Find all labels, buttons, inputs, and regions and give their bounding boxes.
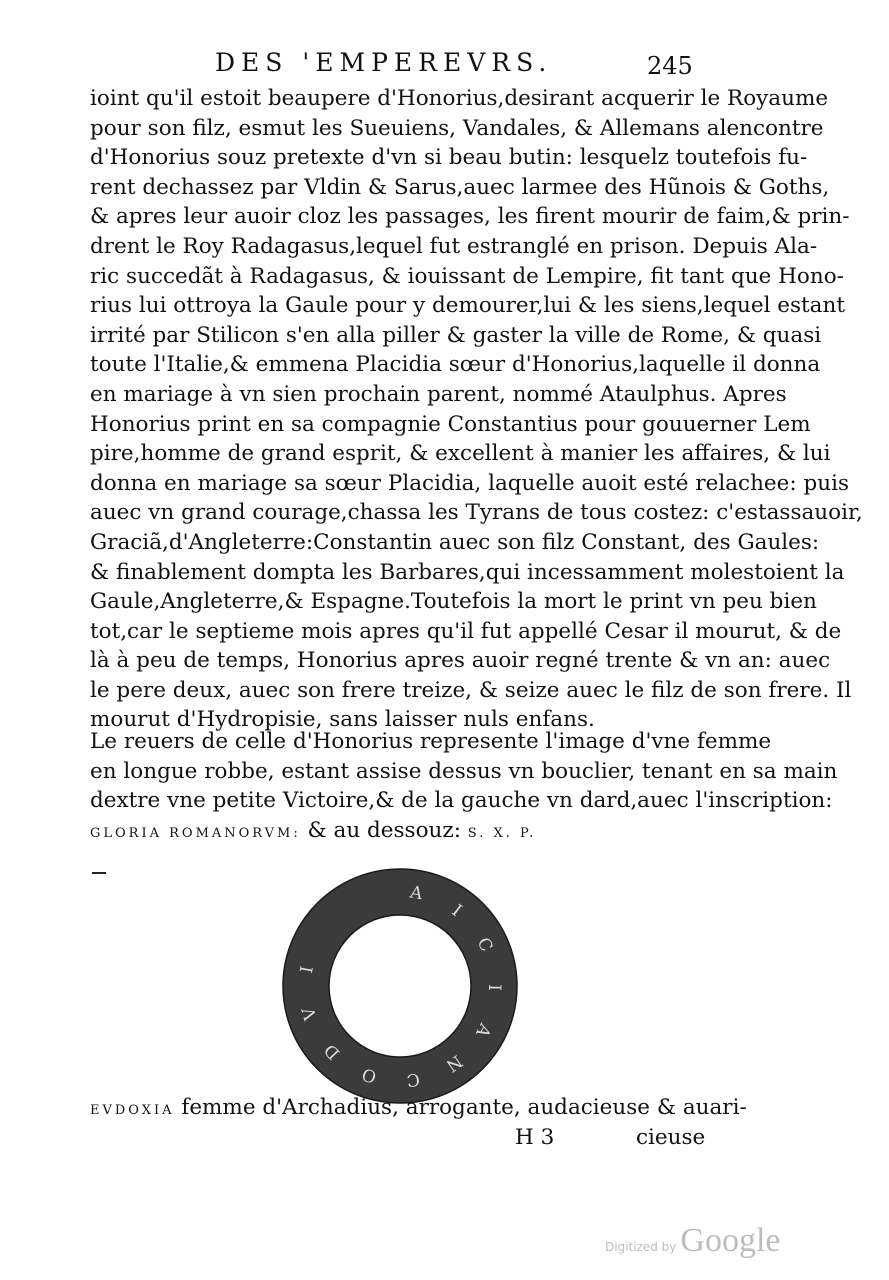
coin-legend-letter: C [472,934,497,956]
text-line: & finablement dompta les Barbares,qui incessamment molestoient la [90,559,845,585]
text-line: drent le Roy Radagasus,lequel fut estranglé en prison. Depuis Ala- [90,233,818,259]
coin-legend-letter: A [408,882,425,905]
coin-description-paragraph [90,727,838,848]
coin-legend-letter: I [483,984,505,992]
text-line: & apres leur auoir cloz les passages, les firent mourir de faim,& prin- [90,204,850,230]
coin-legend-letter: N [442,1050,466,1076]
coin-legend-letter: D [320,1039,345,1064]
text-line: d'Honorius souz pretexte d'vn si beau butin: lesquelz toutefois fu- [90,145,808,171]
page-number: 245 [647,52,693,80]
coin-legend-letter: I [447,900,466,921]
running-head: DES 'EMPEREVRS. [215,48,553,77]
text-line: auec vn grand courage,chassa les Tyrans de tous costez: c'estassauoir, [90,500,863,526]
text-line: ric succedãt à Radagasus, & iouissant de Lempire, fit tant que Hono- [90,263,844,289]
coin-legend-letter: O [359,1063,380,1087]
text-line: rent dechassez par Vldin & Sarus,auec larmee des Hũnois & Goths, [90,174,830,200]
signature-line [0,1121,889,1153]
text-line: Honorius print en sa compagnie Constantius pour gouuerner Lem [90,411,811,437]
mint-mark: S. X. P. [467,825,537,841]
text-line: en mariage à vn sien prochain parent, nommé Ataulphus. Apres [90,381,787,407]
description-line: dextre vne petite Victoire,& de la gauche vn dard,auec l'inscription: [90,788,833,814]
text-line: là à peu de temps, Honorius apres auoir regné trente & vn an: auec [90,648,831,674]
text-line: mourut d'Hydropisie, sans laisser nuls enfans. [90,707,595,733]
watermark-logo-text: Google [680,1222,781,1259]
caption-name: EVDOXIA [90,1103,175,1118]
page-header [0,48,889,82]
text-line: Gaule,Angleterre,& Espagne.Toutefois la mort le print vn peu bien [90,589,817,615]
digitized-watermark [605,1222,781,1260]
signature-mark: H 3 [515,1125,555,1150]
coin-legend-letter: I [296,964,318,975]
text-line: irrité par Stilicon s'en alla piller & gaster la ville de Rome, & quasi [90,322,822,348]
text-line: Graciã,d'Angleterre:Constantin auec son filz Constant, des Gaules: [90,529,820,555]
coin-inner-edge [329,915,471,1057]
text-line: le pere deux, auec son frere treize, & seize auec le filz de son frere. Il [90,677,852,703]
coin-inscription: GLORIA ROMANORVM: [90,825,301,841]
text-line: toute l'Italie,& emmena Placidia sœur d'Honorius,laquelle il donna [90,352,821,378]
stray-mark [92,872,106,874]
text-line: ioint qu'il estoit beaupere d'Honorius,desirant acquerir le Royaume [90,86,829,111]
caption-text: femme d'Archadius, arrogante, audacieuse & auari- [181,1095,747,1120]
description-line: en longue robbe, estant assise dessus vn bouclier, tenant en sa main [90,758,838,784]
description-line: Le reuers de celle d'Honorius represente l'image d'vne femme [90,729,772,754]
text-line: rius lui ottroya la Gaule pour y demourer,lui & les siens,lequel estant [90,293,845,319]
coin-legend-letter: V [298,1004,322,1023]
text-line: tot,car le septieme mois apres qu'il fut appellé Cesar il mourut, & de [90,618,842,644]
below-text: & au dessouz: [307,817,461,843]
coin-ring-illustration [282,868,518,1104]
coin-legend-letter: C [405,1068,421,1090]
text-line: donna en mariage sa sœur Placidia, laquelle auoit esté relachee: puis [90,470,849,496]
text-line: pire,homme de grand esprit, & excellent à manier les affaires, & lui [90,441,831,467]
catchword: cieuse [636,1125,706,1150]
coin-legend-letter: A [471,1019,495,1041]
text-line: pour son filz, esmut les Sueuiens, Vandales, & Allemans alencontre [90,115,824,141]
watermark-small-text: Digitized by [605,1240,677,1254]
main-paragraph [90,84,863,735]
inscription-line [90,816,690,849]
